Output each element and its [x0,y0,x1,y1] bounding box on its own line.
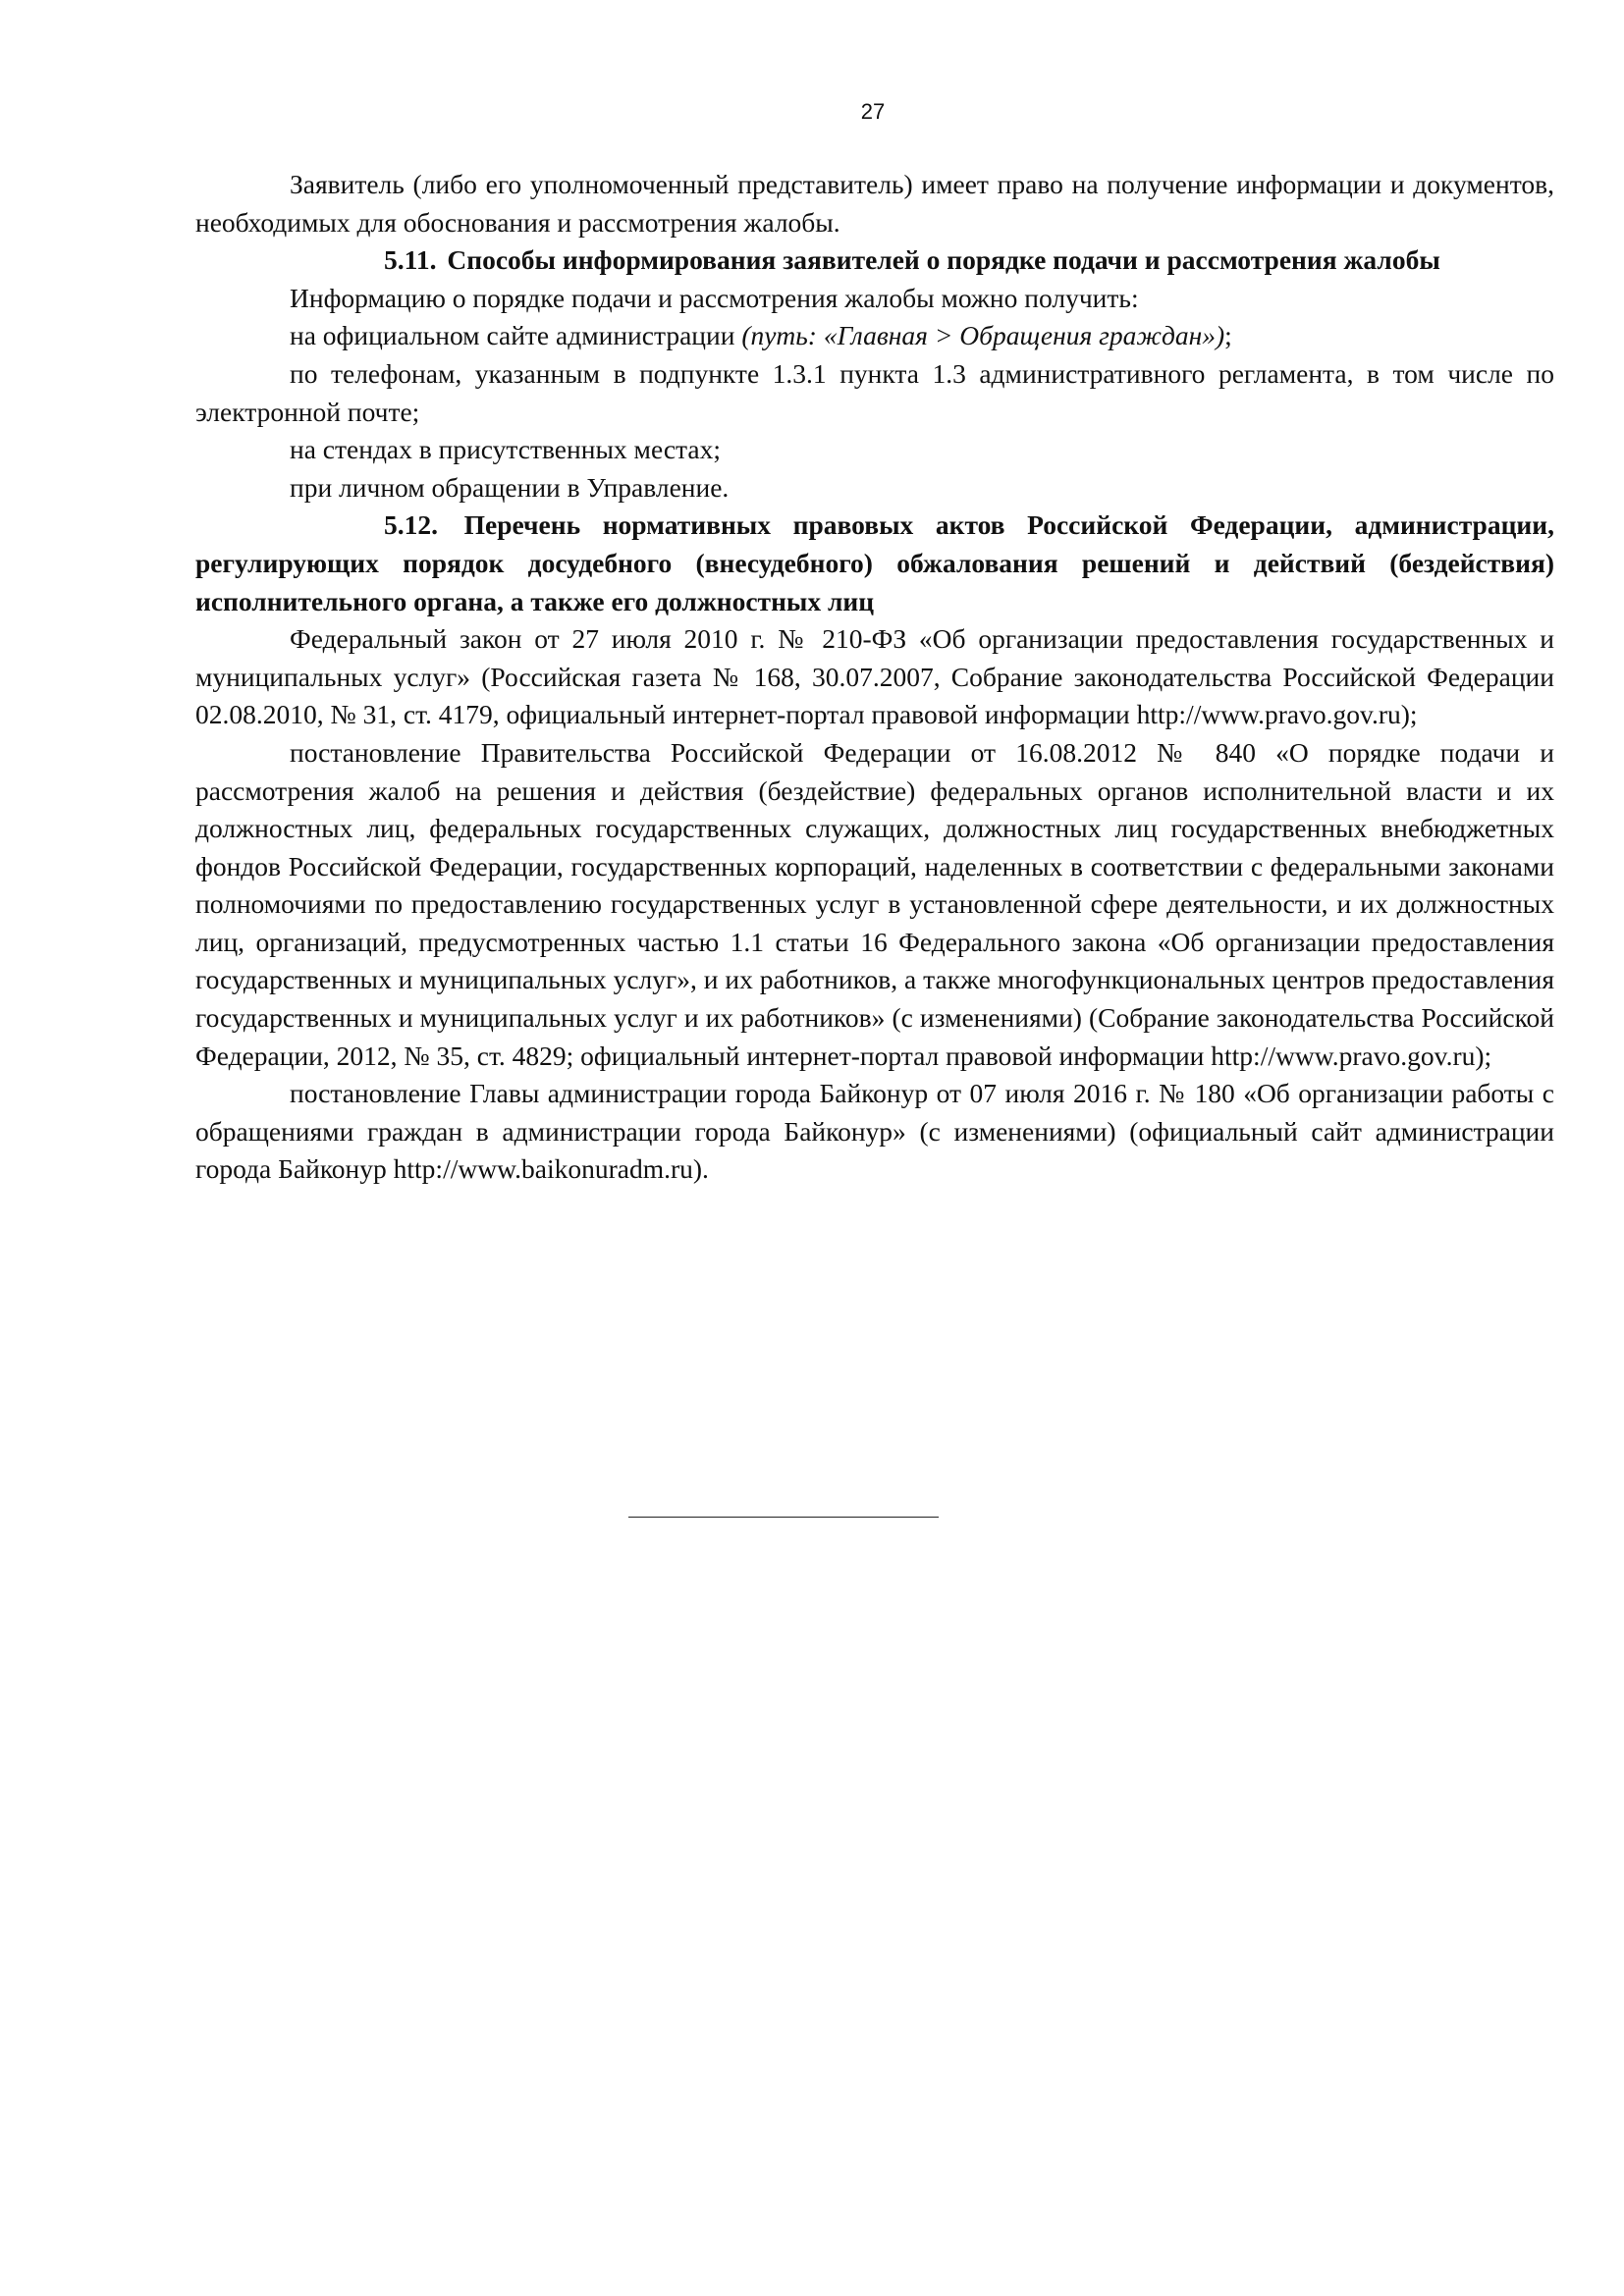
paragraph-federal-law: Федеральный закон от 27 июля 2010 г. № 210-ФЗ «Об организации предоставления государственных и муниципальных услуг» (Российская газета № 168, 30.07.2007, Собрание законодательства Российской Федерации 02.08.2010, № 31, ст. 4179, официальный интернет-портал правовой информации http://www.pravo.gov.ru); [195,623,1554,730]
paragraph-personal-visit: при личном обращении в Управление. [290,471,730,503]
document-body [195,166,1554,1189]
heading-5-11-number: 5.11. [384,244,437,276]
paragraph-applicant-rights: Заявитель (либо его уполномоченный представитель) имеет право на получение информации и документов, необходимых для обоснования и рассмотрения жалобы. [195,169,1554,238]
heading-5-12-number: 5.12. [384,509,438,541]
end-separator-line [628,1517,939,1518]
paragraph-stands: на стендах в присутственных местах; [290,434,721,465]
paragraph-baikonur-resolution: постановление Главы администрации города Байконур от 07 июля 2016 г. № 180 «Об организации работы с обращениями граждан в администрации города Байконур» (с изменениями) (официальный сайт администрации города Байконур http://www.baikonuradm.ru). [195,1078,1554,1185]
official-site-text: на официальном сайте администрации [290,320,742,351]
heading-5-11-text: Способы информирования заявителей о порядке подачи и рассмотрения жалобы [447,244,1440,276]
heading-5-12-text: Перечень нормативных правовых актов Российской Федерации, администрации, регулирующих порядок досудебного (внесудебного) обжалования решений и действий (бездействия) исполнительного органа, а также его должностных лиц [195,509,1554,616]
official-site-end: ; [1224,320,1232,351]
page-number: 27 [860,99,886,124]
heading-5-12 [195,507,1554,620]
paragraph-government-resolution: постановление Правительства Российской Федерации от 16.08.2012 № 840 «О порядке подачи и рассмотрения жалоб на решения и действия (бездействие) федеральных органов исполнительной власти и их должностных лиц, федеральных государственных служащих, должностных лиц государственных внебюджетных фондов Российской Федерации, государственных корпораций, наделенных в соответствии с федеральными законами полномочиями по предоставлению государственных услуг в установленной сфере деятельности, и их должностных лиц, организаций, предусмотренных частью 1.1 статьи 16 Федерального закона «Об организации предоставления государственных и муниципальных услуг», и их работников, а также многофункциональных центров предоставления государственных и муниципальных услуг и их работников» (с изменениями) (Собрание законодательства Российской Федерации, 2012, № 35, ст. 4829; официальный интернет-портал правовой информации http://www.pravo.gov.ru); [195,736,1554,1071]
paragraph-official-site [195,317,1554,355]
heading-5-11 [195,241,1554,280]
paragraph-phones: по телефонам, указанным в подпункте 1.3.1 пункта 1.3 административного регламента, в том числе по электронной почте; [195,357,1554,427]
official-site-path: (путь: «Главная > Обращения граждан») [741,320,1225,351]
paragraph-info-sources-intro: Информацию о порядке подачи и рассмотрения жалобы можно получить: [290,282,1139,313]
